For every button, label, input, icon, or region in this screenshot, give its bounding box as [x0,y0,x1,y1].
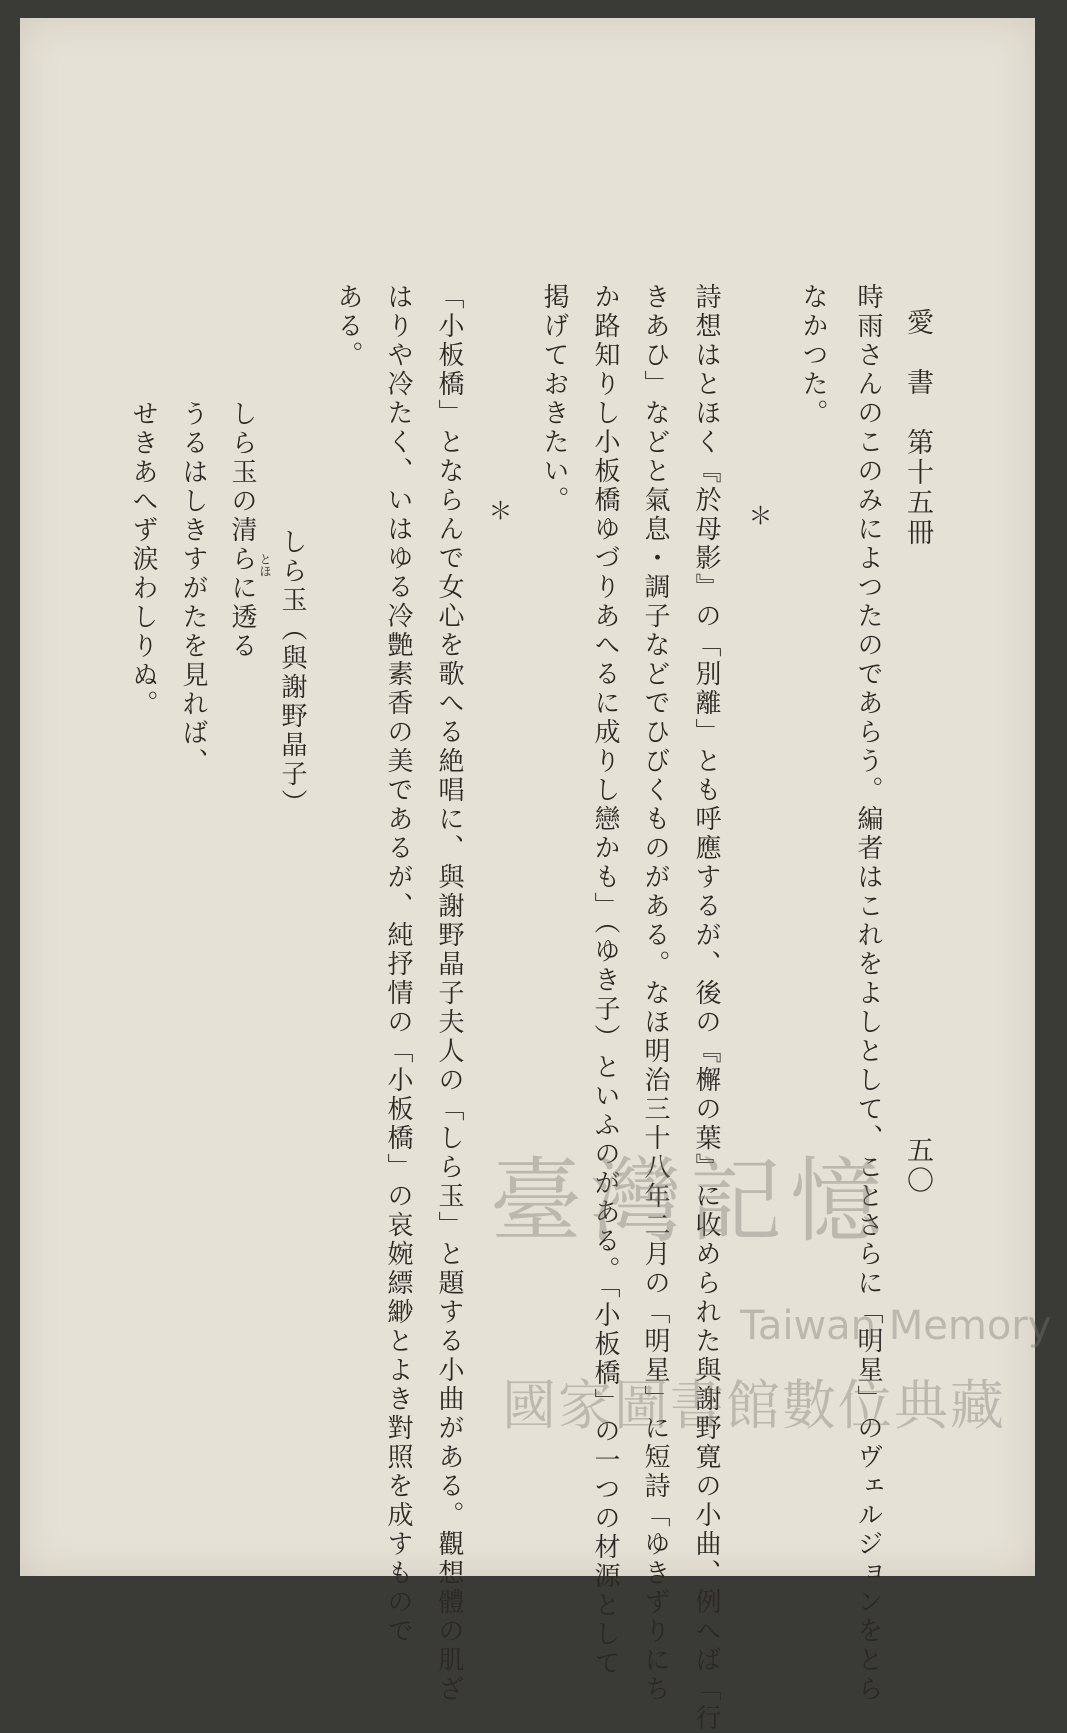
watermark-logo: 臺灣記憶 [490,1148,891,1255]
poem-title: しら玉（與謝野晶子） [277,528,307,818]
poem-ruby: とほ [258,553,272,577]
poem-line-3: せきあへず涙わしりぬ。 [128,400,158,719]
poem-line-1: しら玉の清らに透る [227,400,257,661]
page-number: 五〇 [902,1136,933,1196]
text-column-2: なかつた。 [798,283,828,428]
poem-line-2: うるはしきすがたを見れば、 [178,400,208,777]
text-column-6: 掲げておきたい。 [539,283,569,515]
running-header: 愛 書 第十五冊 [902,308,933,548]
text-column-7: 「小板橋」とならんで女心を歌へる絶唱に、與謝野晶子夫人の「しら玉」と題する小曲がある。觀想體の肌ざ [434,283,464,1704]
watermark-library: 國家圖書館數位典藏 [502,1374,1006,1437]
text-column-5: か路知りし小板橋ゆづりあへるに成りし戀かも」（ゆき子）といふのがある。「小板橋」の一つの材源として [590,283,620,1678]
text-column-4: きあひ」などと氣息・調子などでひびくものがある。なほ明治三十八年二月の「明星」に短詩「ゆきずりにち [640,283,670,1704]
watermark-english: Taiwan Memory [740,1303,1052,1349]
text-column-1: 時雨さんのこのみによつたのであらう。編者はこれをよしとして、ことさらに「明星」のヴェルジョンをとら [853,283,883,1704]
book-page [20,18,1052,1733]
section-asterisk: ＊ [484,498,512,525]
text-column-9: ある。 [333,283,363,370]
section-asterisk: ＊ [744,503,772,530]
text-column-8: はりや冷たく、いはゆる冷艶素香の美であるが、純抒情の「小板橋」の哀婉縹緲とよき對照を成すもので [383,283,413,1646]
text-column-3: 詩想はとほく『於母影』の「別離」とも呼應するが、後の『檞の葉』に收められた與謝野寛の小曲、例へば「行 [691,283,721,1733]
